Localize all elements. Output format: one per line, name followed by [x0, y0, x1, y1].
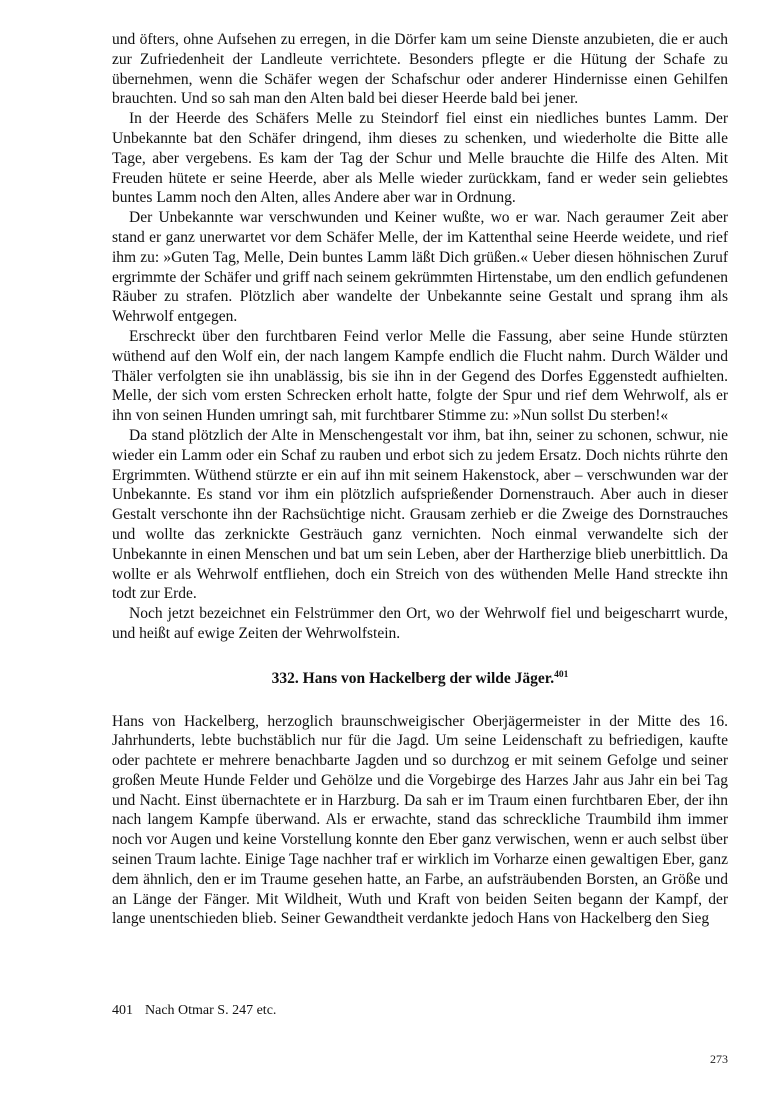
paragraph: In der Heerde des Schäfers Melle zu Steindorf fiel einst ein niedliches buntes Lamm. Der Unbekannte bat den Schäfer dringend, ihm dieses zu schenken, und wiederholte die Bitte alle Tage, aber vergebens. Es kam der Tag der Schur und Melle brauchte die Hilfe des Alten. Mit Freuden hütete er seine Heerde, aber als Melle wieder zurückkam, fand er weder sein geliebtes buntes Lamm noch den Alten, alles Andere aber war in Ordnung.: [112, 110, 728, 207]
footnote: [112, 1003, 276, 1019]
section-heading: [112, 669, 728, 689]
paragraph: Der Unbekannte war verschwunden und Keiner wußte, wo er war. Nach geraumer Zeit aber stand er ganz unerwartet vor dem Schäfer Melle, der im Kattenthal seine Heerde weidete, und rief ihm zu: »Guten Tag, Melle, Dein buntes Lamm läßt Dich grüßen.« Ueber diesen höhnischen Zuruf ergrimmte der Schäfer und griff nach seinem gekrümmten Hirtenstabe, um den endlich gefundenen Räuber zu strafen. Plötzlich aber wandelte der Unbekannte seine Gestalt und sprang ihm als Wehrwolf entgegen.: [112, 209, 728, 326]
paragraph: und öfters, ohne Aufsehen zu erregen, in die Dörfer kam um seine Dienste anzubieten, die er auch zur Zufriedenheit der Landleute verrichtete. Besonders pflegte er die Hütung der Schafe zu übernehmen, wenn die Schäfer wegen der Schafschur oder anderer Hindernisse einen Gehilfen brauchten. Und so sah man den Alten bald bei dieser Heerde bald bei jener.: [112, 31, 728, 108]
footnote-text: Nach Otmar S. 247 etc.: [145, 1003, 277, 1018]
paragraph: Erschreckt über den furchtbaren Feind verlor Melle die Fassung, aber seine Hunde stürzten wüthend auf den Wolf ein, der nach langem Kampfe endlich die Flucht nahm. Durch Wälder und Thäler verfolgten sie ihn unablässig, bis sie ihn in der Gegend des Dorfes Eggenstedt aufhielten. Melle, der sich vom ersten Schrecken erholt hatte, folgte der Spur und rief dem Wehrwolf, als er ihn von seinen Hunden umringt sah, mit furchtbarer Stimme zu: »Nun sollst Du sterben!«: [112, 327, 728, 425]
page-number: 273: [710, 1052, 728, 1066]
footnote-number: 401: [112, 1003, 133, 1018]
paragraph: Hans von Hackelberg, herzoglich braunschweigischer Oberjägermeister in der Mitte des 16. Jahrhunderts, lebte buchstäblich nur für die Jagd. Um seine Leidenschaft zu befriedigen, kaufte oder pachtete er mehrere benachbarte Jagden und so durchzog er mit seinem Gefolge und seiner großen Meute Hunde Felder und Gehölze und die Vorgebirge des Harzes Jahr aus Jahr ein bei Tag und Nacht. Einst übernachtete er in Harzburg. Da sah er im Traum einen furchtbaren Eber, der ihn nach langem Kampfe überwand. Als er erwachte, stand das schreckliche Traumbild ihm immer noch vor Augen und keine Vorstellung konnte den Eber ganz verwischen, wenn er auch selbst über seinen Traum lachte. Einige Tage nachher traf er wirklich im Vorharze einen gewaltigen Eber, ganz dem ähnlich, den er im Traume gesehen hatte, an Farbe, an aufsträubenden Borsten, an Größe und an Länge der Fänger. Mit Wildheit, Wuth und Kraft von beiden Seiten begann der Kampf, der lange unentschieden blieb. Seiner Gewandtheit verdankte jedoch Hans von Hackelberg den Sieg: [112, 712, 728, 928]
paragraph: Da stand plötzlich der Alte in Menschengestalt vor ihm, bat ihn, seiner zu schonen, schwur, nie wieder ein Lamm oder ein Schaf zu rauben und erbot sich zu jedem Ersatz. Doch nichts rührte den Ergrimmten. Wüthend stürzte er ein auf ihn mit seinem Hakenstock, aber – verschwunden war der Unbekannte. Es stand vor ihm ein plötzlich aufsprießender Dornenstrauch. Aber auch in dieser Gestalt verschonte ihn der Rachsüchtige nicht. Grausam zerhieb er die Zweige des Dornstrauches und wollte das zerknickte Gesträuch ganz vernichten. Noch einmal verwandelte sich der Unbekannte in einen Menschen und bat um sein Leben, aber der Hartherzige blieb unerbittlich. Da wollte er als Wehrwolf entfliehen, doch ein Streich von des wüthenden Melle Hand streckte ihn todt zur Erde.: [112, 426, 728, 603]
page-body: [112, 30, 728, 929]
paragraph: Noch jetzt bezeichnet ein Felstrümmer den Ort, wo der Wehrwolf fiel und beigescharrt wurde, und heißt auf ewige Zeiten der Wehrwolfstein.: [112, 605, 728, 642]
footnote-reference[interactable]: 401: [554, 669, 569, 680]
section-title: 332. Hans von Hackelberg der wilde Jäger.: [271, 669, 555, 687]
